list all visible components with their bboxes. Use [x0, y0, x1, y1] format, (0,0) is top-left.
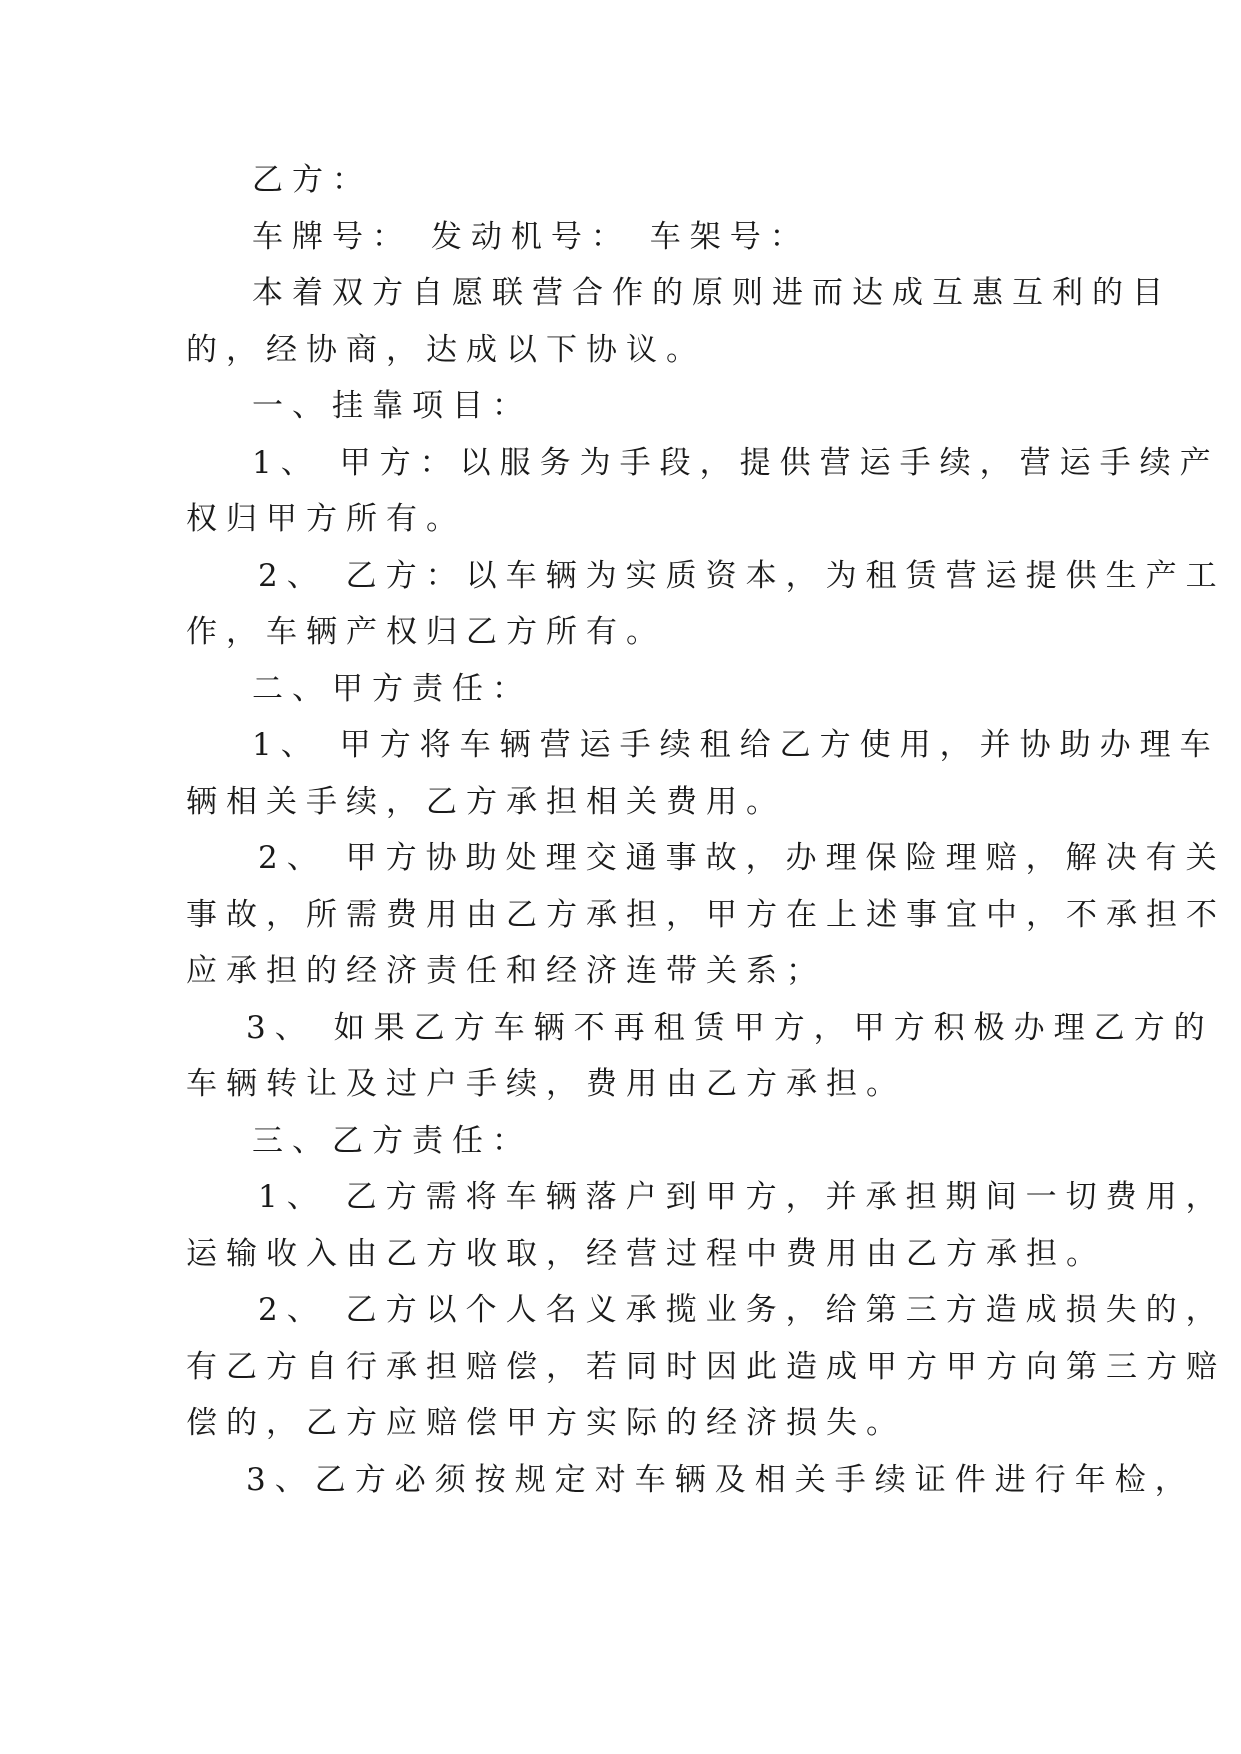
clause-2-2-line-3: 应承担的经济责任和经济连带关系； [186, 953, 826, 989]
clause-3-1-line-1: 1、 乙方需将车辆落户到甲方，并承担期间一切费用， [258, 1179, 1226, 1215]
clause-2-2-line-2: 事故，所需费用由乙方承担，甲方在上述事宜中，不承担不 [186, 896, 1226, 933]
clause-1-1-line-1: 1、 甲方：以服务为手段，提供营运手续，营运手续产 [252, 444, 1220, 481]
clause-1-2-line-2: 作，车辆产权归乙方所有。 [186, 614, 666, 650]
clause-3-2-line-3: 偿的，乙方应赔偿甲方实际的经济损失。 [186, 1405, 906, 1441]
clause-1-1-line-2: 权归甲方所有。 [186, 501, 466, 537]
preamble-line-2: 的，经协商，达成以下协议。 [186, 331, 706, 368]
clause-1-2-line-1: 2、 乙方：以车辆为实质资本，为租赁营运提供生产工 [258, 557, 1226, 594]
clause-3-2-line-1: 2、 乙方以个人名义承揽业务，给第三方造成损失的， [258, 1292, 1226, 1328]
party-b-line: 乙方： [252, 162, 372, 198]
clause-3-1-line-2: 运输收入由乙方收取，经营过程中费用由乙方承担。 [186, 1235, 1106, 1272]
clause-3-2-line-2: 有乙方自行承担赔偿，若同时因此造成甲方甲方向第三方赔 [186, 1348, 1226, 1385]
clause-2-1-line-1: 1、 甲方将车辆营运手续租给乙方使用，并协助办理车 [252, 727, 1220, 763]
clause-2-3-line-2: 车辆转让及过户手续，费用由乙方承担。 [186, 1066, 906, 1102]
preamble-line-1: 本着双方自愿联营合作的原则进而达成互惠互利的目 [252, 275, 1172, 311]
section-3-heading: 三、乙方责任： [252, 1122, 532, 1159]
section-2-heading: 二、甲方责任： [252, 670, 532, 707]
vehicle-info-line: 车牌号： 发动机号： 车架号： [252, 218, 810, 255]
clause-2-3-line-1: 3、 如果乙方车辆不再租赁甲方，甲方积极办理乙方的 [246, 1009, 1214, 1046]
clause-2-2-line-1: 2、 甲方协助处理交通事故，办理保险理赔，解决有关 [258, 840, 1226, 876]
document-body [186, 152, 1226, 1508]
clause-2-1-line-2: 辆相关手续，乙方承担相关费用。 [186, 783, 786, 820]
section-1-heading: 一、挂靠项目： [252, 388, 532, 424]
clause-3-3-line-1: 3、乙方必须按规定对车辆及相关手续证件进行年检， [246, 1461, 1195, 1498]
